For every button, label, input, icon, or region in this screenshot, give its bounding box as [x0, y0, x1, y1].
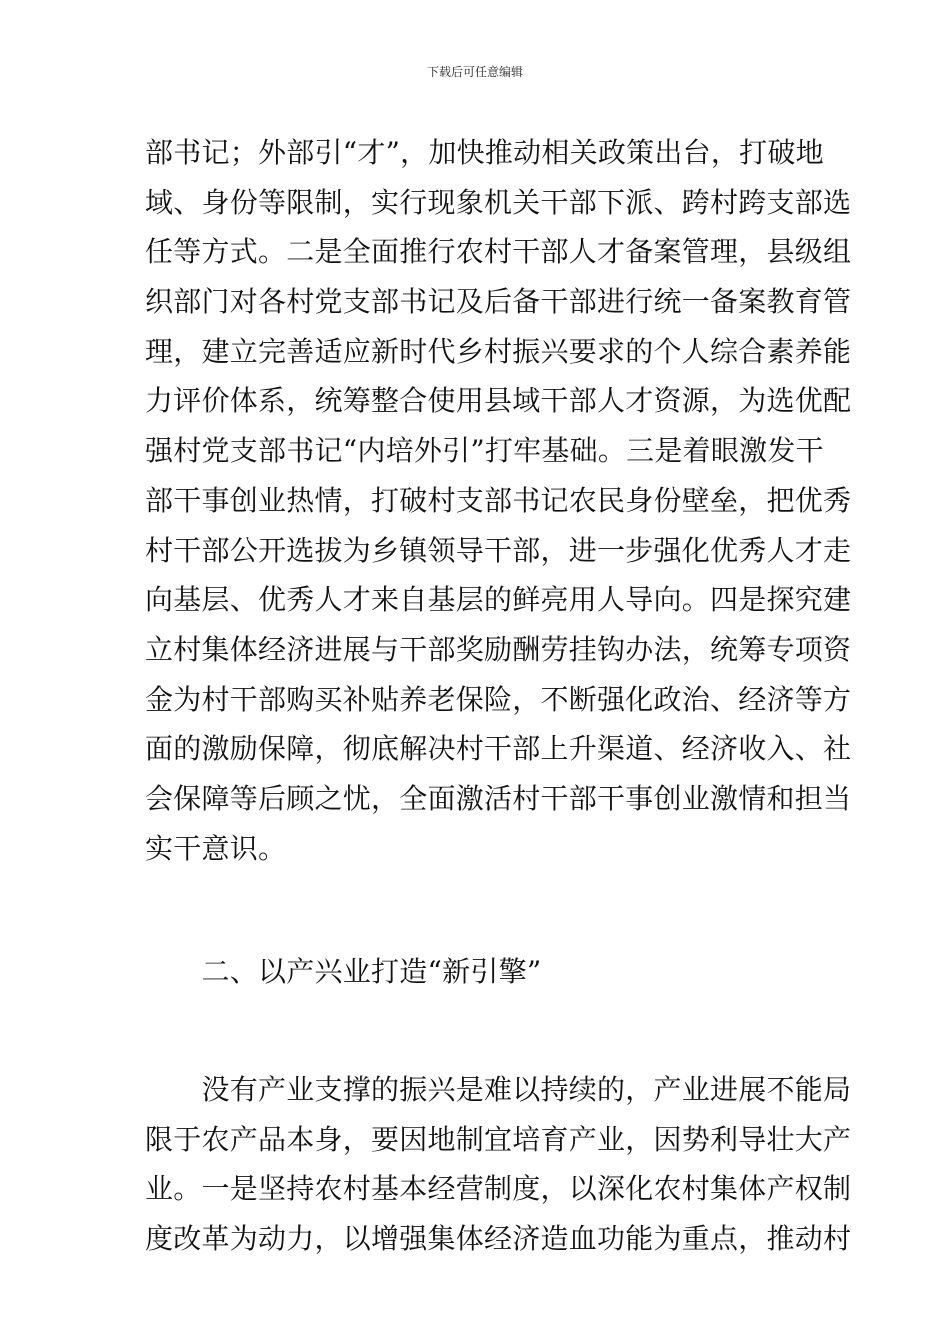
- paragraph-line: 业。一是坚持农村基本经营制度，以深化农村集体产权制: [145, 1172, 852, 1206]
- paragraph-line: 强村党支部书记“内培外引”打牢基础。三是着眼激发干: [145, 434, 824, 468]
- paragraph-line: 部书记；外部引“才”，加快推动相关政策出台，打破地: [145, 136, 824, 169]
- paragraph-line: 度改革为动力，以增强集体经济造血功能为重点，推动村: [145, 1222, 852, 1256]
- paragraph-spacing: [145, 873, 807, 947]
- section-heading: [145, 947, 807, 997]
- paragraph-line: 会保障等后顾之忧，全面激活村干部干事创业激情和担当: [145, 781, 852, 815]
- paragraph-line: 织部门对各村党支部书记及后备干部进行统一备案教育管: [145, 285, 852, 319]
- paragraph-line: 力评价体系，统筹整合使用县域干部人才资源，为选优配: [145, 384, 852, 418]
- paragraph-2: [145, 1065, 852, 1264]
- paragraph-line: 金为村干部购买补贴养老保险，不断强化政治、经济等方: [145, 682, 852, 716]
- paragraph-line: 限于农产品本身，要因地制宜培育产业，因势利导壮大产: [145, 1122, 852, 1156]
- document-body: [145, 128, 852, 1264]
- paragraph-line: 立村集体经济进展与干部奖励酬劳挂钩办法，统筹专项资: [145, 632, 852, 666]
- paragraph-1: [145, 128, 852, 873]
- paragraph-line: 域、身份等限制，实行现象机关干部下派、跨村跨支部选: [145, 185, 852, 219]
- page-header: 下载后可任意编辑: [426, 65, 523, 79]
- paragraph-line: 实干意识。: [145, 831, 287, 865]
- paragraph-line: 理，建立完善适应新时代乡村振兴要求的个人综合素养能: [145, 334, 852, 368]
- paragraph-line: 面的激励保障，彻底解决村干部上升渠道、经济收入、社: [145, 732, 852, 766]
- paragraph-line: 任等方式。二是全面推行农村干部人才备案管理，县级组: [145, 235, 852, 269]
- paragraph-line: 部干事创业热情，打破村支部书记农民身份壁垒，把优秀: [145, 483, 852, 517]
- paragraph-line: 向基层、优秀人才来自基层的鲜亮用人导向。四是探究建: [145, 583, 852, 617]
- paragraph-spacing: [145, 997, 807, 1065]
- section-heading-text: 二、以产兴业打造“新引擎”: [145, 955, 542, 989]
- paragraph-line: 村干部公开选拔为乡镇领导干部，进一步强化优秀人才走: [145, 533, 852, 567]
- paragraph-line: 没有产业支撑的振兴是难以持续的，产业进展不能局: [145, 1073, 852, 1106]
